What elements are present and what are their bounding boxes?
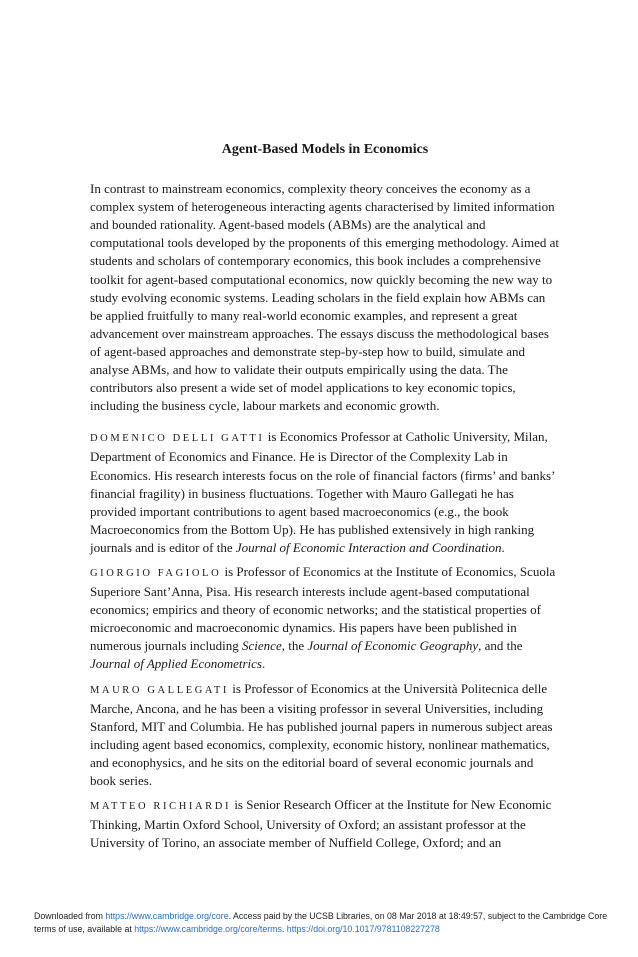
bio-text-end: . — [261, 656, 266, 672]
bio-richiardi — [90, 796, 560, 852]
bio-text-mid: , and the — [478, 638, 523, 654]
book-abstract: In contrast to mainstream economics, complexity theory conceives the economy as a complex system of heterogeneous interacting agents characterised by limited information and bounded rationality. Agent-based models (ABMs) are the analytical and computational tools developed by the proponents of this emerging methodology. Aimed at students and scholars of contemporary economics, this book includes a comprehensive toolkit for agent-based computational economics, now quickly becoming the new way to study evolving economic systems. Leading scholars in the field explain how ABMs can be applied fruitfully to many real-world economic examples, and represent a great advancement over mainstream approaches. The essays discuss the methodological bases of agent-based approaches and demonstrate step-by-step how to build, simulate and analyse ABMs, and how to validate their outputs empirically using the data. The contributors also present a wide set of model applications to key economic topics, including the business cycle, labour markets and economic growth. — [90, 181, 560, 414]
doi-link[interactable]: https://doi.org/10.1017/9781108227278 — [286, 924, 440, 934]
page-content — [90, 141, 560, 852]
author-name: MAURO GALLEGATI — [90, 684, 230, 696]
author-name: DOMENICO DELLI GATTI — [90, 433, 265, 445]
journal-title: Science — [242, 638, 282, 654]
footer-text: . Access paid by the UCSB Libraries, on 08 Mar 2018 at 18:49:57, subject to the Cambridge Core terms of use, available at — [34, 911, 608, 934]
journal-title: Journal of Economic Geography — [307, 638, 479, 654]
footer-text: Downloaded from — [34, 911, 106, 921]
author-name: GIORGIO FAGIOLO — [90, 567, 222, 579]
bio-delli-gatti — [90, 428, 560, 557]
journal-title: Journal of Applied Econometrics — [90, 656, 262, 672]
bio-text: is Economics Professor at Catholic University, Milan, Department of Economics and Finance. He is Director of the Complexity Lab in Economics. His research interests focus on the role of financial factors (firms’ and banks’ financial fragility) in business fluctuations. Together with Mauro Gallegati he has provided important contributions to agent based macroeconomics (e.g., the book Macroeconomics from the Bottom Up). He has published extensively in high ranking journals and is editor of the — [90, 429, 555, 555]
journal-title: Journal of Economic Interaction and Coordination — [235, 539, 502, 555]
bio-gallegati — [90, 680, 560, 791]
footer-separator: . — [281, 924, 287, 934]
bio-fagiolo — [90, 563, 560, 674]
bio-text-mid: , the — [281, 638, 308, 654]
terms-link[interactable]: https://www.cambridge.org/core/terms — [134, 924, 282, 934]
book-title: Agent-Based Models in Economics — [221, 142, 429, 157]
bio-text: is Senior Research Officer at the Institute for New Economic Thinking, Martin Oxford School, University of Oxford; an assistant professor at the University of Torino, an associate member of Nuffield College, Oxford; and an — [90, 797, 552, 851]
author-name: MATTEO RICHIARDI — [90, 801, 232, 813]
bio-text: is Professor of Economics at the Università Politecnica delle Marche, Ancona, and he has been a visiting professor in several Universities, including Stanford, MIT and Columbia. He has published journal papers in numerous subject areas including agent based economics, complexity, economic history, nonlinear mathematics, and econophysics, and he sits on the editorial board of several economic journals and book series. — [90, 680, 553, 788]
core-link[interactable]: https://www.cambridge.org/core — [105, 911, 229, 921]
bio-text-end: . — [501, 539, 505, 555]
download-notice — [34, 910, 614, 936]
bio-text: is Professor of Economics at the Institute of Economics, Scuola Superiore Sant’Anna, Pisa. His research interests include agent-based computational economics; empirics and theory of economic networks; and the statistical properties of microeconomic and macroeconomic dynamics. His papers have been published in numerous journals including — [90, 563, 556, 654]
